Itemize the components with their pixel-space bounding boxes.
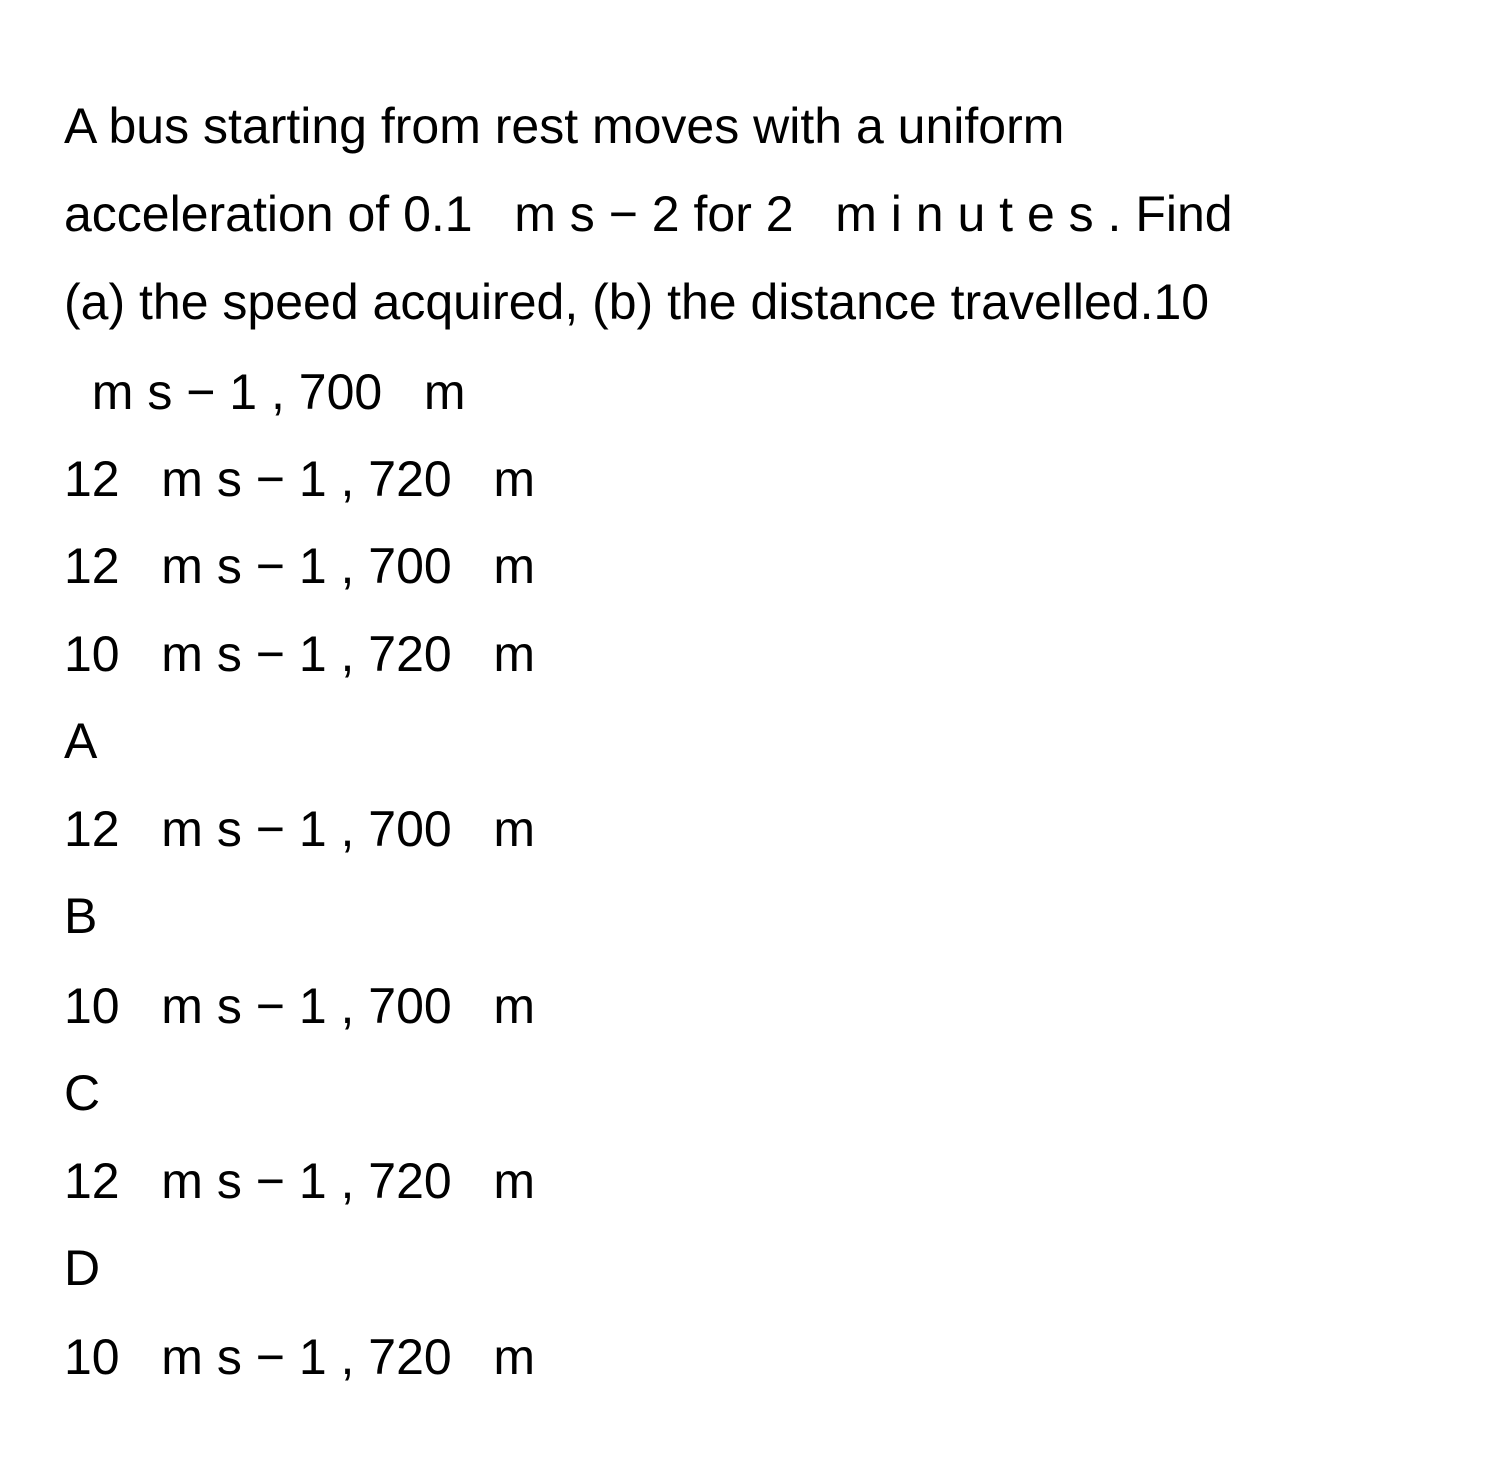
listed-answer: 10 m s − 1 , 720 m [64, 626, 536, 682]
option-d-letter[interactable]: D [64, 1240, 101, 1296]
question-line-3: (a) the speed acquired, (b) the distance travelled.10 [64, 274, 1210, 330]
option-d-text[interactable]: 10 m s − 1 , 720 m [64, 1329, 536, 1385]
question-line-1: A bus starting from rest moves with a uniform [64, 98, 1065, 154]
question-line-4: m s − 1 , 700 m [64, 364, 466, 420]
option-a-letter[interactable]: A [64, 713, 98, 769]
option-c-letter[interactable]: C [64, 1065, 101, 1121]
option-b-text[interactable]: 10 m s − 1 , 700 m [64, 978, 536, 1034]
option-b-letter[interactable]: B [64, 888, 98, 944]
question-line-2: acceleration of 0.1 m s − 2 for 2 m i n u t e s . Find [64, 186, 1233, 242]
listed-answer: 12 m s − 1 , 700 m [64, 538, 536, 594]
option-c-text[interactable]: 12 m s − 1 , 720 m [64, 1153, 536, 1209]
option-a-text[interactable]: 12 m s − 1 , 700 m [64, 801, 536, 857]
listed-answer: 12 m s − 1 , 720 m [64, 451, 536, 507]
